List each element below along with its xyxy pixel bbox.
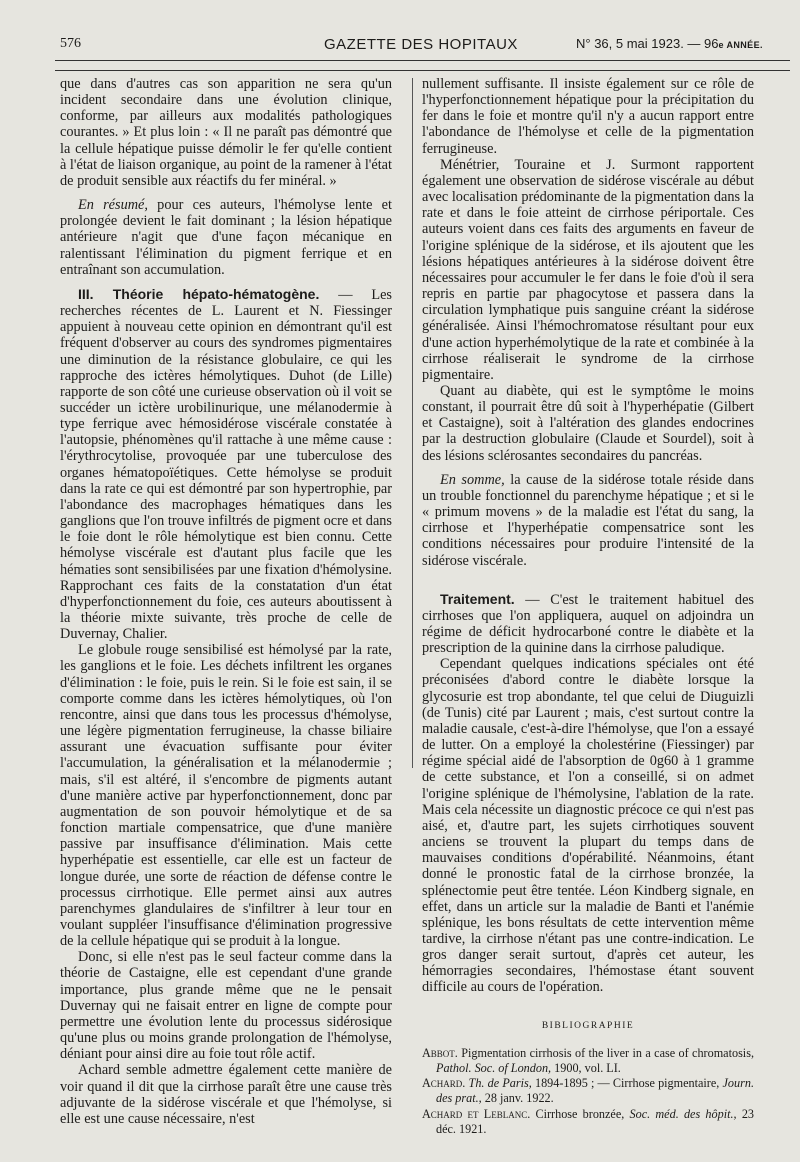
bibliography-entry — [422, 1107, 754, 1137]
issue-suffix: e ANNÉE. — [718, 40, 763, 50]
bib-journal: Th. de Paris, — [465, 1076, 532, 1091]
paragraph: Achard semble admettre également cette manière de voir quand il dit que la cirrhose paraît être une cause très adjuvante de la sidérose viscérale et que l'hémolyse, si elle est une cause nécessaire, n'est — [60, 1062, 392, 1127]
bib-text: 1900, vol. LI. — [551, 1060, 621, 1075]
section-paragraph — [422, 591, 754, 657]
bib-text: 23 déc. 1921. — [436, 1106, 755, 1136]
paragraph-text: la cause de la sidérose totale réside dans un trouble fonctionnel du parenchyme hépatique ; et si le « primum movens » de la maladie est l'état du sang, la cirrhose et l'hyperhépatie compensatrice sont les conditions nécessaires pour produire l'intensité de la sidérose viscérale. — [422, 471, 754, 569]
bib-author: Abbot. — [422, 1045, 458, 1060]
paragraph: Ménétrier, Touraine et J. Surmont rapportent également une observation de sidérose viscérale au début avec localisation prédominante de la pigmentation dans la rate et dans le foie atteint de cirrhose périportale. Ces auteurs voient dans ces faits des arguments en faveur de l'origine splénique de la sidérose, et ils ajoutent que les lésions hépatiques antérieures à la sidérose doivent être nécessaires pour accumuler le fer dans le foie d'où il sera repris en partie par phagocytose et passera dans la circulation lymphatique puis sanguine créant la sidérose généralisée. Ainsi l'hémochromatose résultant pour eux d'une action hyperhémolytique de la rate et combinée à la cirrhose réaliserait le syndrome de la cirrhose pigmentaire. — [422, 156, 754, 383]
bib-text: Pigmentation cirrhosis of the liver in a case of chromatosis, — [457, 1045, 754, 1060]
bib-text: 28 janv. 1922. — [481, 1091, 554, 1106]
paragraph — [422, 472, 754, 569]
bibliography — [422, 1046, 754, 1137]
paragraph: Cependant quelques indications spéciales ont été préconisées d'abord contre le diabète lorsque la glycosurie est trop abondante, tel que celui de Diuguizli (de Tunis) cité par Laurent ; mais, c'est surtout contre la maladie causale, c'est-à-dire l'hémolyse, que l'on a essayé de lutter. On a employé la cholestérine (Fiessinger) par régime spécial aidé de l'absorption de 0g60 à 1 gramme de cette substance, et l'on a conseillé, si on admet l'origine splénique de l'hémolysine, l'ablation de la rate. Mais cela nécessite un diagnostic précoce ce qui n'est pas aisé, et, d'autre part, les sujets cirrhotiques souvent anciens se trouvent la plupart du temps dans de mauvaises conditions d'opérabilité. Néanmoins, étant donné le pronostic fatal de la cirrhose bronzée, la splénectomie peut être tentée. Léon Kindberg signale, en effet, dans un article sur la maladie de Banti et l'anémie splénique, les bons résultats de cette intervention même tardive, la cirrhose n'étant pas une contre-indication. Le gros danger serait surtout, d'après cet auteur, les hémorragies secondaires, l'hémostase étant souvent difficile au cours de l'opération. — [422, 656, 754, 996]
page-number: 576 — [60, 36, 81, 51]
bib-journal: Soc. méd. des hôpit., — [629, 1106, 737, 1121]
paragraph-text: — Les recherches récentes de L. Laurent et N. Fiessinger appuient à nouveau cette opinion en démontrant qu'il est fréquent d'observer au cours des syndromes pigmentaires une diminution de la résistance globulaire, ce qui les rapproche des ictères hémolytiques. Duhot (de Lille) rapporte de son côté une curieuse observation où il voit se succéder un ictère urobilinurique, une mélanodermie à type ferrique avec hémosidérose viscérale constatée à l'autopsie, phénomènes qu'il rattache à une même cause : l'érythrocytolise, provoquée par une tuberculose des organes hématopoïétiques. Cette hémolyse se produit dans la rate ce qui est démontré par son hypertrophie, par l'abondance des macrophages hématiques dans les ganglions que l'on trouve infiltrés de pigment ocre et dans le foie dont le rôle hémolytique est bien connu. Cette hémolyse viscérale est d'autant plus facile que les hématies sont sensibilisées par une fixation d'hémolysine. Rapprochant ces faits de la constatation d'un état d'hyperfonctionnement du foie, ces auteurs aboutissent à la théorie mixte suivante, très proche de celle de Duvernay, Chalier. — [60, 286, 392, 643]
header-rule-lower — [55, 70, 790, 71]
bib-text: 1894-1895 ; — Cirrhose pigmentaire, — [531, 1076, 723, 1091]
journal-title: GAZETTE DES HOPITAUX — [324, 36, 518, 53]
paragraph: Donc, si elle n'est pas le seul facteur comme dans la théorie de Castaigne, elle est cependant d'une grande importance, plus grande même que ne le pensait Duvernay qui ne faisait entrer en ligne de compte pour permettre une évolution lente du processus sidérosique qu'une plus ou moins grande prolongation de l'hémolyse, déniant pour ainsi dire au foie tout rôle actif. — [60, 949, 392, 1063]
header-rule — [55, 60, 790, 61]
page-header — [0, 32, 800, 62]
paragraph: que dans d'autres cas son apparition ne sera qu'un incident secondaire dans une évolution clinique, conforme, par ailleurs aux modalités pathologiques courantes. » Et plus loin : « Il ne paraît pas démontré que la cellule hépatique puisse démolir le fer qu'elle contient à l'état de liaison organique, au point de la ramener à l'état de produit sensible aux réactifs du fer minéral. » — [60, 76, 392, 189]
bib-journal: Journ. des prat., — [436, 1076, 754, 1106]
bib-author: Achard. — [422, 1076, 466, 1091]
column-divider — [412, 78, 413, 768]
bib-text: Cirrhose bronzée, — [530, 1106, 630, 1121]
emphasis: En résumé, — [78, 197, 148, 214]
paragraph: Quant au diabète, qui est le symptôme le moins constant, il pourrait être dû soit à l'hyperhépatie (Gilbert et Castaigne), soit à l'altération des glandes endocrines par la destruction globulaire (Claude et Sourdel), soit à des lésions sclérosantes secondaires du pancréas. — [422, 382, 754, 464]
paragraph-text: pour ces auteurs, l'hémolyse lente et prolongée devient le fait dominant ; la lésion hépatique antérieure n'agit que d'une façon mécanique en ralentissant l'élimination du pigment ferrique et en entraînant son accumulation. — [60, 197, 392, 278]
bib-journal: Pathol. Soc. of London, — [436, 1060, 552, 1075]
paragraph-text: — C'est le traitement habituel des cirrhoses que l'on appliquera, auquel on adjoindra un régime de déficit hydrocarboné contre le diabète et la prescription de la quinine dans la cirrhose paludique. — [422, 591, 754, 657]
paragraph: nullement suffisante. Il insiste également sur ce rôle de l'hyperfonctionnement hépatique pour la précipitation du fer dans le foie et montre qu'il n'y a aucun rapport entre l'abondance de l'hémolyse et celle de la pigmentation ferrugineuse. — [422, 76, 754, 157]
issue-text: N° 36, 5 mai 1923. — 96 — [576, 36, 719, 51]
paragraph — [60, 197, 392, 278]
left-column — [60, 76, 392, 1127]
right-column — [422, 76, 754, 1137]
section-paragraph — [60, 286, 392, 642]
bibliography-entry — [422, 1046, 754, 1076]
bibliography-title: BIBLIOGRAPHIE — [541, 1020, 635, 1031]
bibliography-entry — [422, 1076, 754, 1106]
section-heading: Traitement. — [440, 590, 515, 607]
issue-info — [576, 36, 763, 51]
emphasis: En somme, — [440, 471, 505, 488]
bib-author: Achard et Leblanc. — [422, 1106, 531, 1121]
paragraph: Le globule rouge sensibilisé est hémolysé par la rate, les ganglions et le foie. Les déchets infiltrent les organes d'élimination : le foie, puis le rein. Si le foie est sain, il se comporte comme dans les ictères hémolytiques, où l'on rencontre, ainsi que dans tous les processus d'hémolyse, une légère pigmentation ferrugineuse, la chasse biliaire assurant une évacuation suffisante pour éviter l'accumulation, la généralisation et la mélanodermie ; mais, s'il est altéré, il s'encombre de pigments autant d'une manière active par hyperfonctionnement, donc par augmentation de son pouvoir hémolytique et de sa fonction martiale compensatrice, que d'une manière passive par insuffisance d'élimination. Mais cette hyperhépatie est essentielle, car elle est un facteur de longue durée, une sorte de réaction de défense contre le processus cirrhotique. Elle permet ainsi aux autres parenchymes glandulaires de s'infiltrer à leur tour en voulant suppléer l'insuffisance d'élimination progressive de la cellule hépatique qui se produit à la longue. — [60, 642, 392, 950]
section-heading: III. Théorie hépato-hématogène. — [78, 285, 320, 302]
